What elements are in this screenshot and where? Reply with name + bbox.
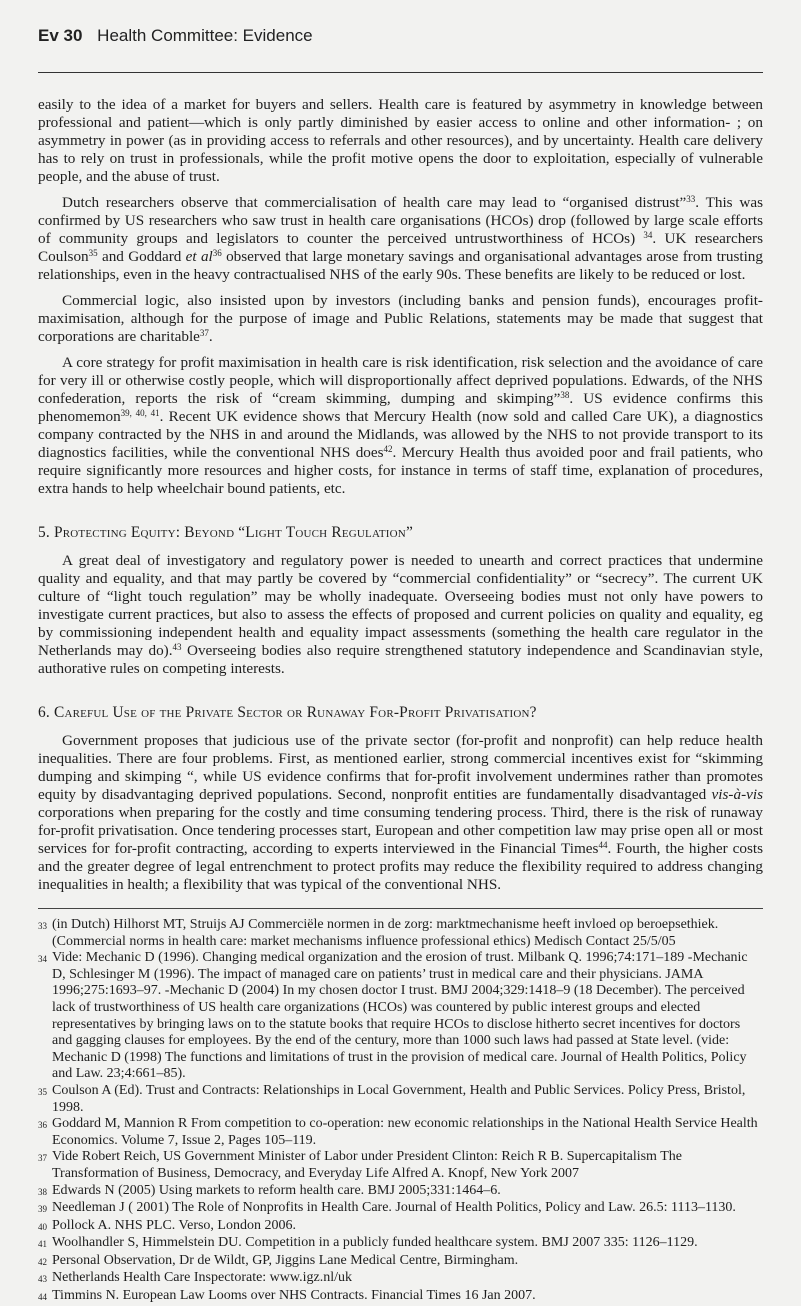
footnote (38, 1116, 763, 1149)
footnote-number: 39 (38, 1204, 47, 1215)
footnote-number: 42 (38, 1256, 47, 1267)
footnote-text: Timmins N. European Law Looms over NHS Contracts. Financial Times 16 Jan 2007. (52, 1288, 536, 1304)
page-folio: Ev 30 (38, 26, 83, 45)
intro-paragraph: Commercial logic, also insisted upon by investors (including banks and pension funds), encourages profit-maximisation, although for the purpose of image and Public Relations, statements may be made that suggest that corporations are charitable$^{37}$. (38, 292, 763, 345)
footnote-number: 43 (38, 1274, 47, 1285)
footnote (38, 950, 763, 1083)
footnote (38, 1218, 763, 1236)
footnote-number: 38 (38, 1186, 47, 1197)
footnote-text: Vide Robert Reich, US Government Minister of Labor under President Clinton: Reich R B. Supercapitalism The Transformation of Business, Democracy, and Everyday Life Alfred A. Knopf, New York 2007 (52, 1149, 682, 1181)
body-text (38, 96, 763, 1306)
section-6-heading: 6. Careful Use of the Private Sector or Runaway For-Profit Privatisation? (38, 704, 537, 721)
intro-paragraph: A core strategy for profit maximisation in health care is risk identification, risk selection and the avoidance of care for very ill or otherwise costly people, which will disproportionally affect deprived populations. Edwards, of the NHS confederation, reports the risk of “cream skimming, dumping and skimping”$^{38}$. US evidence confirms this phenomemon$^{39, 40, 41}$. Recent UK evidence shows that Mercury Health (now sold and called Care UK), a diagnostics company contracted by the NHS in and around the Midlands, was allowed by the NHS to not provide transport to its diagnostics facilities, while the conventional NHS does$^{42}$. Mercury Health thus avoided poor and frail patients, who require significantly more resources and higher costs, for instance in terms of staff time, explanation of procedures, extra hands to help wheelchair bound patients, etc. (38, 354, 764, 497)
footnote-text: Netherlands Health Care Inspectorate: www.igz.nl/uk (52, 1270, 352, 1286)
footnote-number: 34 (38, 954, 47, 965)
footnote-text: Personal Observation, Dr de Wildt, GP, Jiggins Lane Medical Centre, Birmingham. (52, 1252, 519, 1268)
footnote (38, 1149, 763, 1182)
footnote (38, 1288, 763, 1306)
footnote-text: Needleman J ( 2001) The Role of Nonprofits in Health Care. Journal of Health Politics, Policy and Law. 26.5: 1113–1130. (52, 1200, 736, 1216)
section-5-paragraph: A great deal of investigatory and regulatory power is needed to unearth and correct practices that undermine quality and equality, and that may partly be covered by “commercial confidentiality” or “secrecy”. The current UK culture of “light touch regulation” may be wholly inadequate. Overseeing bodies must not only have powers to investigate current practices, but also to assess the effects of proposed and current policies on quality and equality, eg by commissioning independent health and equality impact assessments (something the health care regulator in the Netherlands may do).$^{43}$ Overseeing bodies also require strengthened statutory independence and Scandinavian style, authorative rules on competing interests. (38, 552, 763, 677)
footnote-text: Coulson A (Ed). Trust and Contracts: Relationships in Local Government, Health and Public Services. Policy Press, Bristol, 1998. (52, 1082, 746, 1115)
running-title: Health Committee: Evidence (97, 26, 313, 45)
footnote-number: 44 (38, 1292, 47, 1303)
footnote-number: 36 (38, 1120, 47, 1131)
footnote-rule (38, 908, 763, 909)
footnote-text: Vide: Mechanic D (1996). Changing medical organization and the erosion of trust. Milbank Q. 1996;74:171–189 -Mechanic D, Schlesinger M (1996). The impact of managed care on patients’ trust in medical care and their physicians. JAMA 1996;275:1693–97. -Mechanic D (2004) In my chosen doctor I trust. BMJ 2004;329:1418–9 (18 December). The perceived lack of trustworthiness of US health care organizations (HCOs) was countered by public interest groups and elected representatives by bringing laws on to the statute books that require HCOs to disclose hitherto secret incentives for doctors and gagging clauses for employees. By the end of the century, more than 1000 such laws had passed at State level. (vide: Mechanic D (1998) The functions and limitations of trust in the provision of medical care. Journal of Health Politics, Policy and Law. 23;4:661–85). (52, 950, 748, 1082)
footnote-text: Pollock A. NHS PLC. Verso, London 2006. (52, 1217, 296, 1233)
footnote-text: Woolhandler S, Himmelstein DU. Competition in a publicly funded healthcare system. BMJ 2007 335: 1126–1129. (52, 1235, 698, 1251)
intro-paragraph: Dutch researchers observe that commercialisation of health care may lead to “organised distrust”$^{33}$. This was confirmed by US researchers who saw trust in health care organisations (HCOs) drop (followed by large scale efforts of community groups and legislators to counter the perceived untrustworthiness of HCOs) $^{34}$. UK researchers Coulson$^{35}$ and Goddard et $al^{36}$ observed that large monetary savings and organisational advantages arose from trusting relationships, even in the heavy contractualised NHS of the early 90s. These benefits are likely to be reduced or lost. (38, 194, 763, 283)
footnote (38, 1083, 763, 1116)
footnote-text: Edwards N (2005) Using markets to reform health care. BMJ 2005;331:1464–6. (52, 1182, 501, 1198)
footnote (38, 917, 763, 950)
intro-paragraph: easily to the idea of a market for buyers and sellers. Health care is featured by asymmetry in knowledge between professional and patient—which is only partly diminished by easier access to online and other information- ; on asymmetry in power (as in providing access to referrals and other resources), and by uncertainty. Health care delivery has to rely on trust in professionals, while the profit motive opens the door to exploitation, especially of vulnerable people, and the abuse of trust. (38, 96, 763, 185)
footnote (38, 1183, 763, 1201)
footnote-text: Goddard M, Mannion R From competition to co-operation: new economic relationships in the National Health Service Health Economics. Volume 7, Issue 2, Pages 105–119. (52, 1116, 758, 1148)
footnote (38, 1270, 763, 1288)
footnote-number: 35 (38, 1086, 47, 1097)
footnote-number: 41 (38, 1239, 47, 1250)
intro-paragraphs (38, 96, 763, 498)
header-rule (38, 72, 763, 73)
footnote (38, 1200, 763, 1218)
footnote (38, 1235, 763, 1253)
footnote-number: 40 (38, 1221, 47, 1232)
section-6-paragraph: Government proposes that judicious use of the private sector (for-profit and nonprofit) can help reduce health inequalities. There are four problems. First, as mentioned earlier, strong commercial incentives exist for “skimming dumping and skimping “, while US evidence confirms that for-profit involvement undermines rather than promotes equity by disadvantaging deprived populations. Second, nonprofit entities are fundamentally disadvantaged vis-à-vis corporations when preparing for the costly and time consuming tendering process. Third, there is the risk of runaway for-profit privatisation. Once tendering processes start, European and other competition law may prise open all or most services for for-profit contracting, according to experts interviewed in the Financial Times$^{44}$. Fourth, the higher costs and the greater degree of legal entrenchment to protect profits may reduce the flexibility required to address changing inequalities in health; a flexibility that was typical of the conventional NHS. (38, 732, 764, 893)
footnote-number: 33 (38, 921, 47, 931)
running-header (38, 26, 313, 46)
footnotes (38, 917, 763, 1306)
section-5-heading: 5. Protecting Equity: Beyond “Light Touch Regulation” (38, 524, 413, 541)
footnote-text: (in Dutch) Hilhorst MT, Struijs AJ Commerciële normen in de zorg: marktmechanisme heeft invloed op beroepsethiek. (Commercial norms in health care: market mechanisms influence professional ethics) Medisch Contact 25/5/05 (52, 917, 719, 949)
footnote-number: 37 (38, 1153, 47, 1164)
footnote (38, 1253, 763, 1271)
